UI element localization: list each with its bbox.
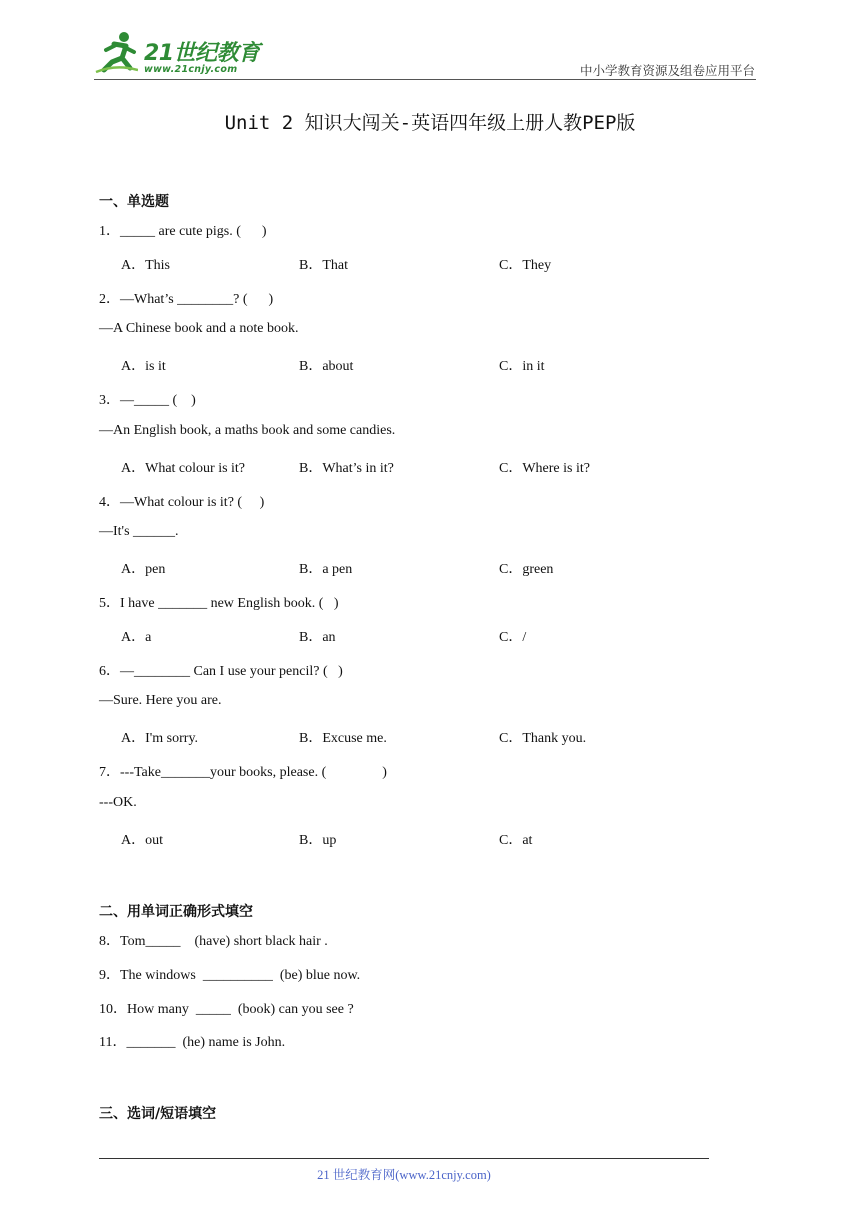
- option-a: A．out: [121, 833, 163, 848]
- question-dialogue-line: —An English book, a maths book and some candies.: [99, 423, 396, 438]
- option-c: C．at: [499, 833, 533, 848]
- question-stem: 4．—What colour is it? ( ): [99, 495, 265, 510]
- option-c: C．They: [499, 258, 552, 273]
- section-heading-single-choice: 一、单选题: [99, 194, 169, 210]
- question-stem: 6．—________ Can I use your pencil? ( ): [99, 664, 343, 679]
- fill-in-item: 11．_______ (he) name is John.: [99, 1035, 286, 1050]
- question-stem: 5．I have _______ new English book. ( ): [99, 596, 339, 611]
- option-b: B．a pen: [299, 562, 353, 577]
- option-a: A．What colour is it?: [121, 461, 246, 476]
- site-logo: [94, 30, 264, 78]
- option-c: C．Where is it?: [499, 461, 590, 476]
- option-b: B．about: [299, 359, 354, 374]
- page-header: [0, 0, 860, 80]
- runner-logo-icon: [94, 30, 138, 74]
- option-c: C．Thank you.: [499, 731, 587, 746]
- fill-in-item: 10．How many _____ (book) can you see ?: [99, 1002, 354, 1017]
- option-a: A．is it: [121, 359, 166, 374]
- footer-divider: [99, 1158, 709, 1159]
- section-heading-word-choice: 三、选词/短语填空: [99, 1106, 217, 1122]
- question-stem: 1．_____ are cute pigs. ( ): [99, 224, 267, 239]
- question-stem: 3．—_____ ( ): [99, 393, 196, 408]
- header-tagline: 中小学教育资源及组卷应用平台: [579, 63, 755, 78]
- option-b: B．Excuse me.: [299, 731, 387, 746]
- logo-brand-text: 21世纪教育: [144, 41, 260, 66]
- option-b: B．That: [299, 258, 348, 273]
- question-dialogue-line: —It's ______.: [99, 524, 179, 539]
- question-dialogue-line: —A Chinese book and a note book.: [99, 321, 299, 336]
- header-divider: [94, 79, 756, 80]
- option-c: C．green: [499, 562, 554, 577]
- question-dialogue-line: —Sure. Here you are.: [99, 693, 222, 708]
- fill-in-item: 8．Tom_____ (have) short black hair .: [99, 934, 328, 949]
- option-c: C．in it: [499, 359, 545, 374]
- option-a: A．a: [121, 630, 152, 645]
- fill-in-item: 9．The windows __________ (be) blue now.: [99, 968, 361, 983]
- question-stem: 2．—What’s ________? ( ): [99, 292, 274, 307]
- option-b: B．What’s in it?: [299, 461, 394, 476]
- question-stem: 7．---Take_______your books, please. ( ): [99, 765, 387, 780]
- option-b: B．up: [299, 833, 337, 848]
- section-heading-word-form: 二、用单词正确形式填空: [99, 904, 253, 920]
- option-a: A．pen: [121, 562, 166, 577]
- option-a: A．This: [121, 258, 170, 273]
- option-c: C．/: [499, 630, 527, 645]
- logo-url-text: www.21cnjy.com: [144, 64, 238, 75]
- footer-link[interactable]: 21 世纪教育网(www.21cnjy.com): [317, 1168, 491, 1182]
- document-title: Unit 2 知识大闯关-英语四年级上册人教PEP版: [224, 112, 636, 134]
- option-a: A．I'm sorry.: [121, 731, 199, 746]
- question-dialogue-line: ---OK.: [99, 795, 137, 810]
- option-b: B．an: [299, 630, 336, 645]
